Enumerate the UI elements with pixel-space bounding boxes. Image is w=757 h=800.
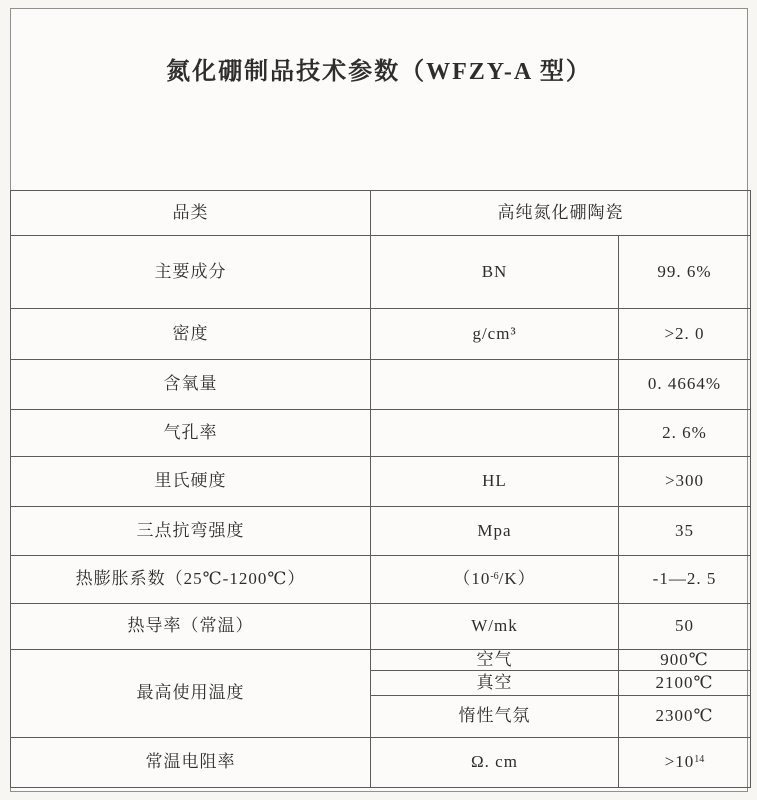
- condition-cell: 惰性气氛: [371, 696, 619, 738]
- unit-text: /K）: [498, 569, 536, 589]
- table-row: [11, 410, 751, 457]
- value-text: >10: [664, 752, 695, 772]
- max-temp-row-air: [11, 650, 751, 671]
- param-value-cell: >300: [619, 457, 751, 507]
- table-row: [11, 309, 751, 360]
- param-unit-cell: Mpa: [371, 507, 619, 556]
- table-row: [11, 604, 751, 650]
- table-header-row: [11, 191, 751, 236]
- category-value-cell: 高纯氮化硼陶瓷: [371, 191, 751, 236]
- param-value-cell: 35: [619, 507, 751, 556]
- unit-superscript: -6: [490, 571, 499, 583]
- param-unit-cell: HL: [371, 457, 619, 507]
- param-value-cell: 50: [619, 604, 751, 650]
- param-value-cell: >2. 0: [619, 309, 751, 360]
- param-unit-cell: W/mk: [371, 604, 619, 650]
- param-unit-cell: g/cm³: [371, 309, 619, 360]
- page-border: [10, 8, 748, 792]
- table-row: [11, 457, 751, 507]
- param-name-cell: 含氧量: [11, 360, 371, 410]
- value-superscript: 14: [694, 754, 705, 766]
- param-value-cell: [619, 738, 751, 788]
- param-name-cell: 热膨胀系数（25℃-1200℃）: [11, 556, 371, 604]
- unit-text: （10: [453, 569, 491, 589]
- param-value-cell: -1—2. 5: [619, 556, 751, 604]
- category-label-cell: 品类: [11, 191, 371, 236]
- param-name-cell: 里氏硬度: [11, 457, 371, 507]
- table-row: [11, 738, 751, 788]
- param-value-cell: 0. 4664%: [619, 360, 751, 410]
- condition-value-cell: 900℃: [619, 650, 751, 671]
- param-unit-cell: BN: [371, 236, 619, 309]
- page-title: 氮化硼制品技术参数（WFZY-A 型）: [166, 59, 592, 85]
- condition-value-cell: 2100℃: [619, 671, 751, 696]
- param-name-cell: 最高使用温度: [11, 650, 371, 738]
- param-unit-cell: [371, 360, 619, 410]
- param-unit-cell: [371, 556, 619, 604]
- param-name-cell: 常温电阻率: [11, 738, 371, 788]
- table-row: [11, 507, 751, 556]
- param-name-cell: 主要成分: [11, 236, 371, 309]
- param-unit-cell: [371, 410, 619, 457]
- condition-cell: 空气: [371, 650, 619, 671]
- param-name-cell: 三点抗弯强度: [11, 507, 371, 556]
- param-name-cell: 密度: [11, 309, 371, 360]
- condition-value-cell: 2300℃: [619, 696, 751, 738]
- param-name-cell: 热导率（常温）: [11, 604, 371, 650]
- table-row: [11, 360, 751, 410]
- param-value-cell: 2. 6%: [619, 410, 751, 457]
- param-name-cell: 气孔率: [11, 410, 371, 457]
- param-unit-cell: Ω. cm: [371, 738, 619, 788]
- param-value-cell: 99. 6%: [619, 236, 751, 309]
- table-row: [11, 236, 751, 309]
- spec-table: [10, 190, 751, 788]
- table-row: [11, 556, 751, 604]
- condition-cell: 真空: [371, 671, 619, 696]
